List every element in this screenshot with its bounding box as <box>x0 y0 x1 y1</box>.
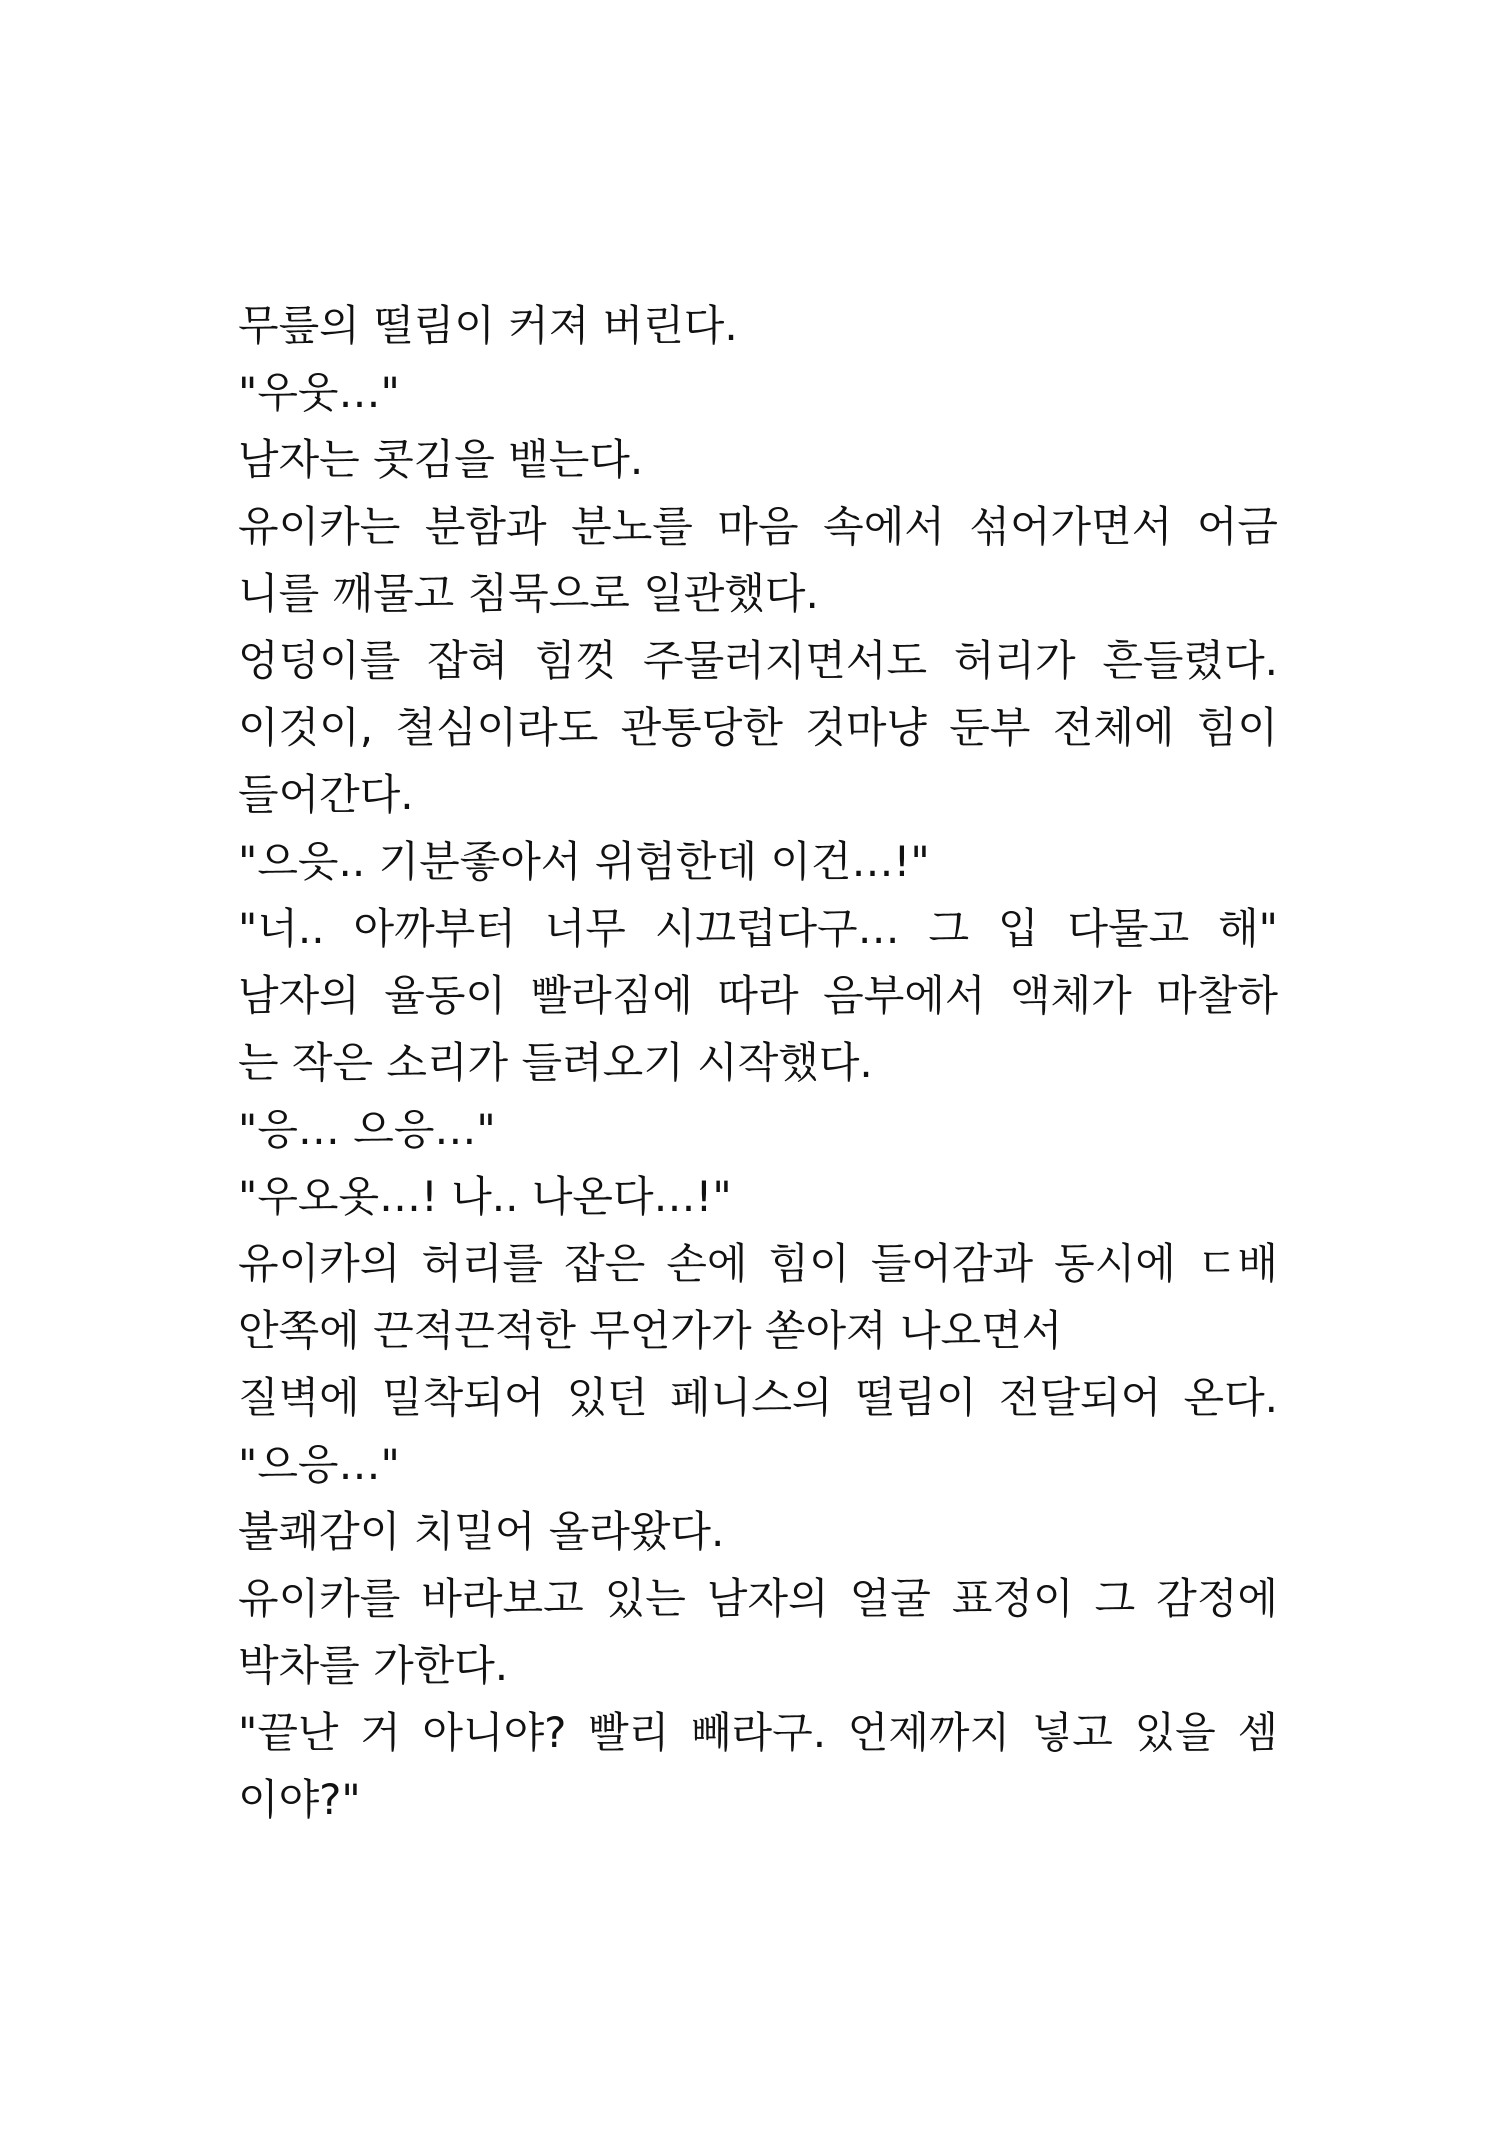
text-line: 는 작은 소리가 들려오기 시작했다. <box>238 1038 873 1087</box>
text-line: 이것이, 철심이라도 관통당한 것마냥 둔부 전체에 힘이 <box>238 703 1278 752</box>
text-line: "끝난 거 아니야? 빨리 빼라구. 언제까지 넣고 있을 셈 <box>238 1708 1278 1757</box>
text-line: 유이카를 바라보고 있는 남자의 얼굴 표정이 그 감정에 <box>238 1574 1278 1623</box>
text-line: 유이카는 분함과 분노를 마음 속에서 섞어가면서 어금 <box>238 502 1278 551</box>
text-line: 니를 깨물고 침묵으로 일관했다. <box>238 569 819 618</box>
text-line: 불쾌감이 치밀어 올라왔다. <box>238 1507 725 1556</box>
text-line: "응… 으응…" <box>238 1105 496 1154</box>
text-line: 무릎의 떨림이 커져 버린다. <box>238 301 738 350</box>
text-line: 이야?" <box>238 1775 361 1824</box>
text-line: 들어간다. <box>238 770 414 819</box>
body-text <box>238 292 1278 1833</box>
text-line: "우오옷…! 나.. 나온다…!" <box>238 1172 732 1221</box>
text-line: "우웃…" <box>238 368 400 417</box>
text-line: 박차를 가한다. <box>238 1641 509 1690</box>
text-line: 질벽에 밀착되어 있던 페니스의 떨림이 전달되어 온다. <box>238 1373 1278 1422</box>
text-line: 유이카의 허리를 잡은 손에 힘이 들어감과 동시에 ㄷ배 <box>238 1239 1278 1288</box>
text-line: 안쪽에 끈적끈적한 무언가가 쏟아져 나오면서 <box>238 1306 1063 1355</box>
text-line: "너.. 아까부터 너무 시끄럽다구… 그 입 다물고 해" <box>238 904 1278 953</box>
text-line: 엉덩이를 잡혀 힘껏 주물러지면서도 허리가 흔들렸다. <box>238 636 1278 685</box>
text-line: "으응…" <box>238 1440 400 1489</box>
text-line: 남자의 율동이 빨라짐에 따라 음부에서 액체가 마찰하 <box>238 971 1278 1020</box>
text-line: 남자는 콧김을 뱉는다. <box>238 435 644 484</box>
text-line: "으읏.. 기분좋아서 위험한데 이건…!" <box>238 837 930 886</box>
